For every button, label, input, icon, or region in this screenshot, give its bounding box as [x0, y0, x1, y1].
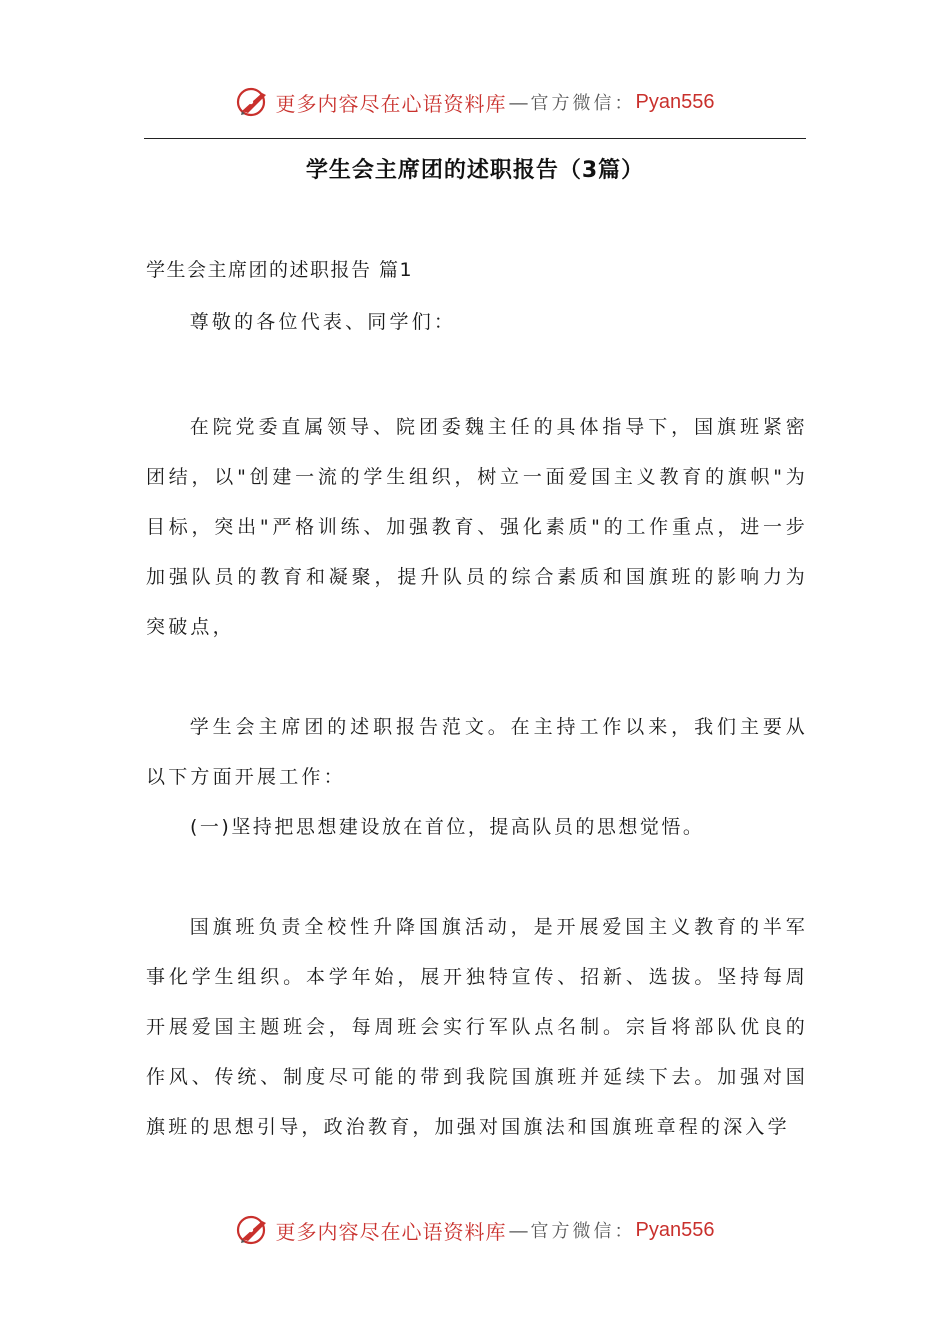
paragraph-1: 在院党委直属领导、院团委魏主任的具体指导下，国旗班紧密团结，以"创建一流的学生组织，树立一面爱国主义教育的旗帜"为目标，突出"严格训练、加强教育、强化素质"的工作重点，进一步加强队员的教育和凝聚，提升队员的综合素质和国旗班的影响力为突破点， [146, 416, 808, 638]
wechat-label: 官方微信： [530, 1221, 636, 1242]
salutation: 尊敬的各位代表、同学们： [189, 311, 457, 333]
pen-logo-icon [236, 1213, 270, 1247]
wechat-label: 官方微信： [530, 93, 636, 114]
header-divider [144, 138, 806, 139]
header-banner [0, 80, 950, 124]
banner-text: 更多内容尽在心语资料库 [275, 91, 507, 116]
pen-logo-icon [236, 85, 270, 119]
item-heading: (一)坚持把思想建设放在首位，提高队员的思想觉悟。 [190, 816, 705, 838]
paragraph-3: 国旗班负责全校性升降国旗活动，是开展爱国主义教育的半军事化学生组织。本学年始，展开独特宣传、招新、选拔。坚持每周开展爱国主题班会，每周班会实行军队点名制。宗旨将部队优良的作风、传统、制度尽可能的带到我院国旗班并延续下去。加强对国旗班的思想引导，政治教育，加强对国旗法和国旗班章程的深入学 [146, 916, 808, 1138]
wechat-id: Pyan556 [635, 1218, 715, 1241]
paragraph-2: 学生会主席团的述职报告范文。在主持工作以来，我们主要从以下方面开展工作： [146, 716, 808, 788]
banner-separator: — [508, 1218, 529, 1242]
footer-banner [0, 1208, 950, 1252]
document-body [146, 252, 808, 1152]
banner-separator: — [508, 90, 529, 114]
wechat-id: Pyan556 [635, 90, 715, 113]
document-title: 学生会主席团的述职报告（3篇） [305, 158, 645, 183]
section-heading: 学生会主席团的述职报告 篇1 [146, 259, 414, 281]
banner-text: 更多内容尽在心语资料库 [275, 1219, 507, 1244]
